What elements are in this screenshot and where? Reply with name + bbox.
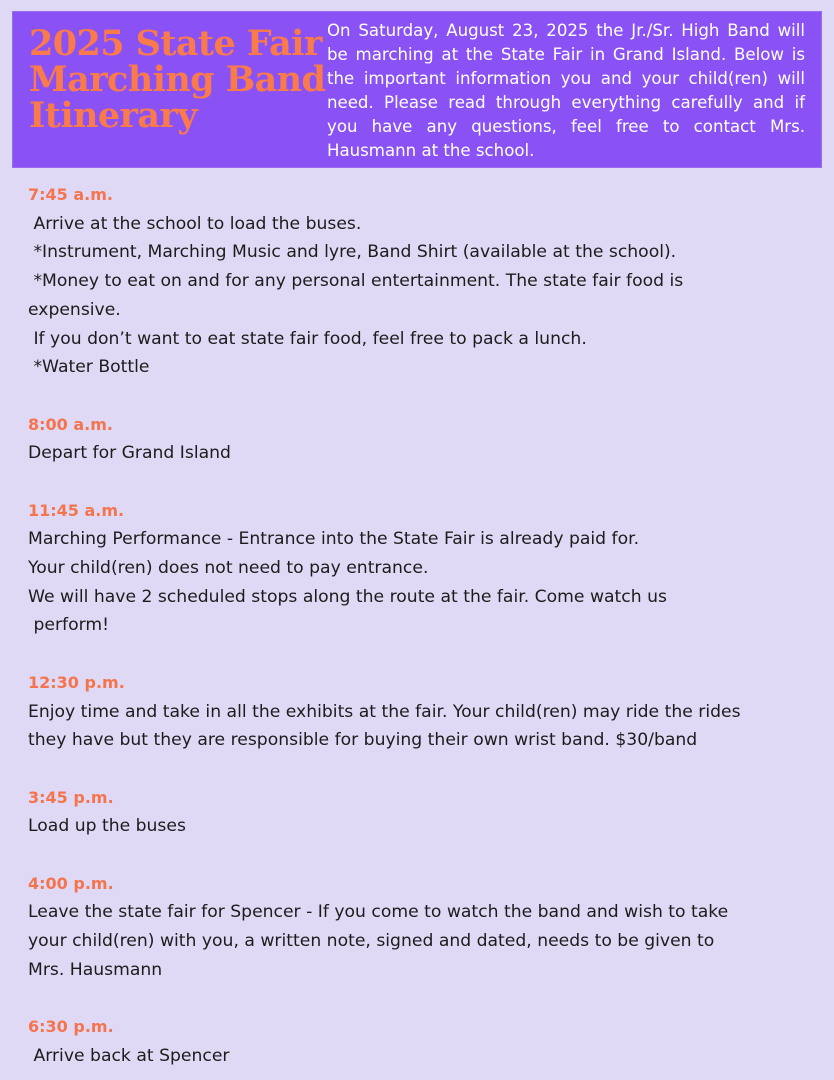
schedule-line: they have but they are responsible for buying their own wrist band. $30/band	[28, 730, 698, 751]
schedule-line: Arrive at the school to load the buses.	[28, 213, 362, 234]
header-banner	[12, 11, 822, 168]
schedule-entry	[28, 784, 818, 841]
title-line: Itinerary	[29, 95, 198, 136]
schedule-line: Load up the buses	[28, 816, 186, 837]
schedule-time: 6:30 p.m.	[28, 1017, 114, 1037]
schedule-entry	[28, 497, 818, 641]
itinerary-schedule	[28, 181, 818, 1071]
schedule-time: 8:00 a.m.	[28, 414, 113, 434]
schedule-time: 7:45 a.m.	[28, 185, 113, 204]
title-line: 2025 State Fair	[29, 23, 322, 64]
schedule-line: Depart for Grand Island	[28, 443, 231, 464]
schedule-line: *Money to eat on and for any personal entertainment. The state fair food is	[28, 271, 684, 292]
schedule-line: Marching Performance - Entrance into the State Fair is already paid for.	[28, 529, 640, 550]
schedule-line: expensive.	[28, 299, 121, 320]
schedule-line: If you don’t want to eat state fair food, feel free to pack a lunch.	[28, 328, 587, 349]
intro-paragraph: On Saturday, August 23, 2025 the Jr./Sr. High Band will be marching at the State Fair in Grand Island. Below is the important information you and your child(ren) will need. Please read through everything carefully and if you have any questions, feel free to contact Mrs. Hausmann at the school.	[327, 21, 805, 160]
schedule-entry	[28, 181, 818, 382]
schedule-time: 12:30 p.m.	[28, 672, 125, 692]
schedule-entry	[28, 1013, 818, 1070]
schedule-line: Leave the state fair for Spencer - If you come to watch the band and wish to take	[28, 902, 729, 923]
schedule-entry	[28, 669, 818, 755]
schedule-line: Your child(ren) does not need to pay entrance.	[28, 558, 429, 579]
schedule-line: *Instrument, Marching Music and lyre, Band Shirt (available at the school).	[28, 242, 677, 263]
page-title	[29, 23, 329, 136]
schedule-line: We will have 2 scheduled stops along the route at the fair. Come watch us	[28, 586, 667, 607]
schedule-entry	[28, 411, 818, 468]
schedule-time: 4:00 p.m.	[28, 873, 114, 893]
schedule-time: 3:45 p.m.	[28, 787, 114, 807]
title-line: Marching Band	[29, 59, 326, 100]
schedule-line: Enjoy time and take in all the exhibits at the fair. Your child(ren) may ride the rides	[28, 701, 741, 722]
schedule-line: *Water Bottle	[28, 357, 150, 378]
schedule-line: perform!	[28, 615, 109, 636]
schedule-entry	[28, 870, 818, 985]
schedule-line: Arrive back at Spencer	[28, 1045, 230, 1066]
schedule-line: your child(ren) with you, a written note, signed and dated, needs to be given to	[28, 931, 715, 952]
schedule-line: Mrs. Hausmann	[28, 959, 163, 980]
schedule-time: 11:45 a.m.	[28, 500, 125, 520]
